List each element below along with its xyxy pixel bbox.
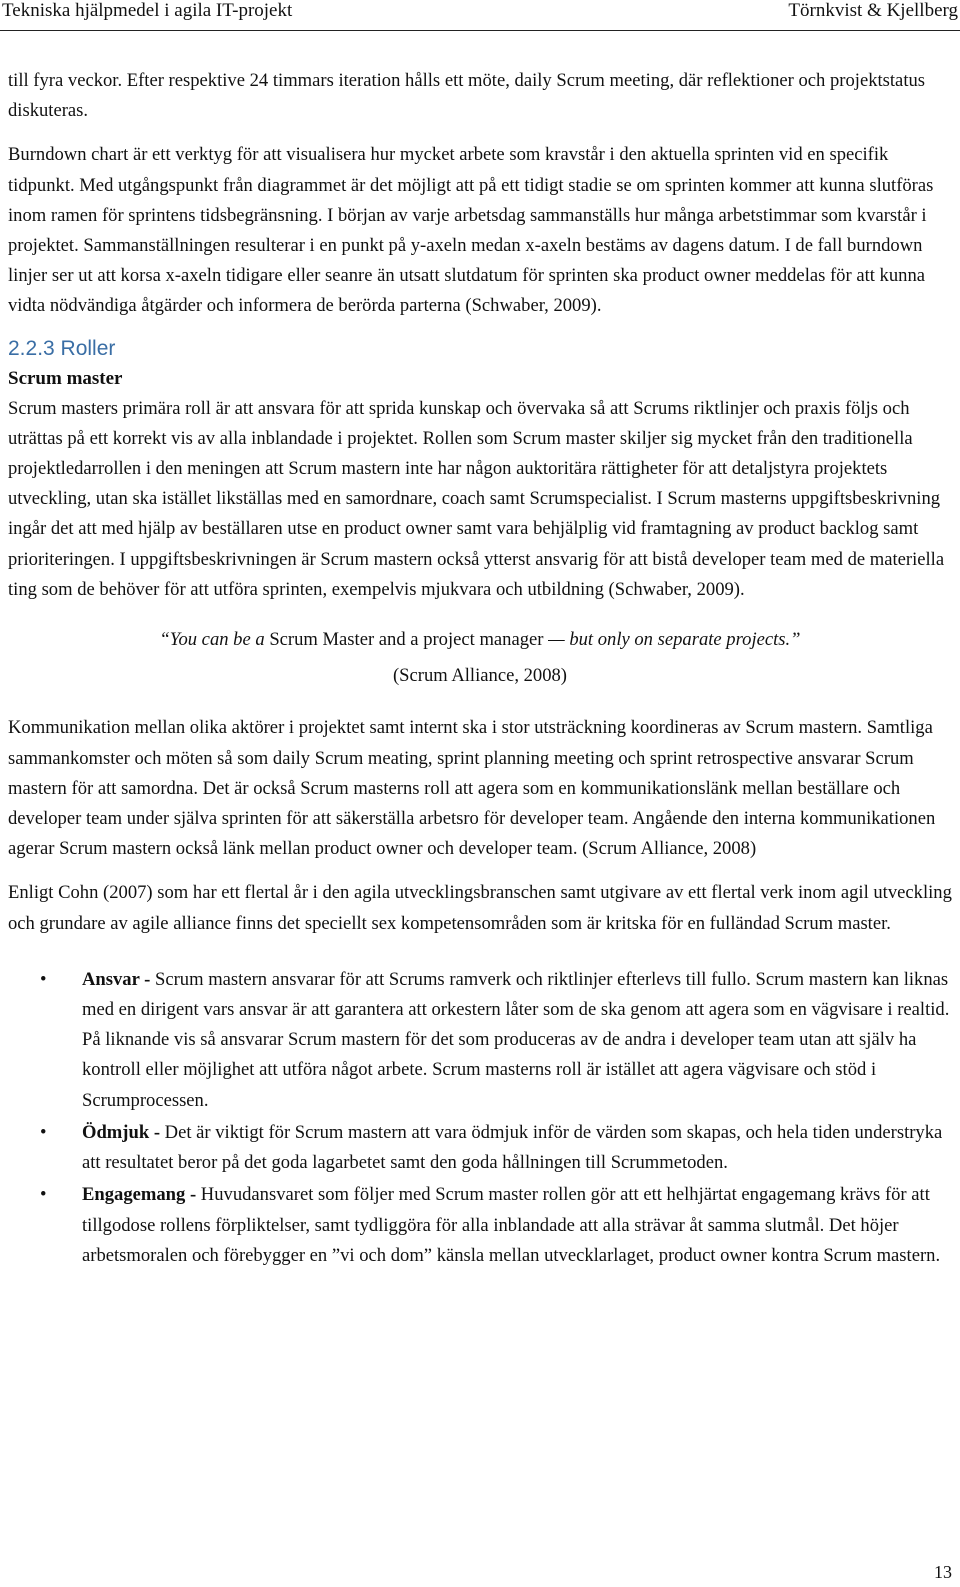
paragraph-burndown: Burndown chart är ett verktyg för att visualisera hur mycket arbete som kravstår i den aktuella sprinten vid en specifik tidpunkt. Med utgångspunkt från diagrammet är det möjligt att på ett tidigt stadie se om sprinten kommer att kunna slutföras inom ramen för sprintens tidsbegränsning. I början av varje arbetsdag sammanställs hur många arbetstimmar som kvarstår i projektet. Sammanställningen resulterar i en punkt på y-axeln medan x-axeln bestäms av dagens datum. I de fall burndown linjer ser ut att korsa x-axeln tidigare eller seanre än utsatt slutdatum för sprinten ska product owner meddelas för att kunna vidta nödvändiga åtgärder och informera de berörda parterna (Schwaber, 2009). [8,144,934,317]
section-heading: 2.2.3 Roller [8,336,116,360]
list-item [8,965,952,1116]
bullet-icon: • [40,1121,47,1143]
paragraph-scrum-master-role: Scrum masters primära roll är att ansvara för att sprida kunskap och övervaka så att Scrums riktlinjer och praxis följs och uträttas på ett korrekt vis av alla inblandade i projektet. Rollen som Scrum master skiljer sig mycket från den traditionella projektledarrollen i den meningen att Scrum mastern inte har någon auktoritära rättigheter för att detaljstyra projektets utveckling, utan ska istället likställas med en samordnare, coach samt Scrumspecialist. I Scrum masterns uppgiftsbeskrivning ingår det att med hjälp av beställaren utse en product owner samt vara behjälplig vid framtagning av product backlog samt prioriteringen. I uppgiftsbeskrivningen är Scrum mastern också ytterst ansvarig för att bistå developer team med de materiella ting som de behöver för att utföra sprinten, exempelvis mjukvara och utbildning (Schwaber, 2009). [8,397,945,600]
list-item-text: Huvudansvaret som följer med Scrum master rollen gör att ett helhjärtat engagemang krävs för att tillgodose rollens förpliktelser, samt tydliggöra för alla inblandade att alla strävar åt samma slutmål. Det höjer arbetsmoralen och förebygger en ”vi och dom” känsla mellan utvecklarlaget, product owner kontra Scrum mastern. [82,1184,941,1266]
page-header [0,0,960,31]
paragraph-cohn: Enligt Cohn (2007) som har ett flertal år i den agila utvecklingsbranschen samt utgivare av ett flertal verk inom agil utveckling och grundare av agile alliance finns det speciellt sex kompetensområden som är kritska för en fulländad Scrum master. [8,882,952,934]
quote-open: “You can be a [159,629,270,651]
list-item-term: Ödmjuk - [82,1121,161,1143]
quote-close: — but only on separate projects.” [543,629,801,651]
list-item [8,1180,952,1271]
bullet-icon: • [40,1184,47,1206]
competence-list [8,965,952,1271]
list-item [8,1118,952,1178]
paragraph-1: till fyra veckor. Efter respektive 24 timmars iteration hålls ett möte, daily Scrum meeting, där reflektioner och projektstatus diskuteras. [8,70,926,122]
list-item-term: Engagemang - [82,1184,197,1206]
page-number: 13 [934,1562,952,1582]
header-title: Tekniska hjälpmedel i agila IT-projekt [2,0,293,21]
subheading-scrum-master: Scrum master [8,367,123,389]
list-item-term: Ansvar - [82,968,151,990]
list-item-text: Scrum mastern ansvarar för att Scrums ramverk och riktlinjer efterlevs till fullo. Scrum mastern kan liknas med en dirigent vars ansvar är att garantera att orkestern låter som de ska genom att agera som en vägvisare i realtid. På liknande vis så ansvarar Scrum mastern för det som produceras av de andra i developer team utan att själv ha kontroll eller möjlighet att utföra något arbete. Scrum masterns roll är istället att agera vägvisare och stöd i Scrumprocessen. [82,968,950,1111]
document-body [8,66,952,1273]
quote-middle: Scrum Master and a project manager [269,629,544,651]
quote [8,625,952,655]
header-authors: Törnkvist & Kjellberg [788,0,958,21]
bullet-icon: • [40,968,47,990]
paragraph-communication: Kommunikation mellan olika aktörer i projektet samt internt ska i stor utsträckning koordineras av Scrum mastern. Samtliga sammankomster och möten så som daily Scrum meating, sprint planning meeting och sprint retrospective ansvarar Scrum mastern för att samordna. Det är också Scrum masterns roll att agera som en kommunikationslänk mellan beställare och developer team under själva sprinten för att säkerställa arbetsro för developer team. Angående den interna kommunikationen agerar Scrum mastern också länk mellan product owner och developer team. (Scrum Alliance, 2008) [8,717,936,860]
quote-citation: (Scrum Alliance, 2008) [392,665,568,687]
list-item-text: Det är viktigt för Scrum mastern att vara ödmjuk inför de värden som skapas, och hela tiden understryka att resultatet beror på det goda lagarbetet samt den goda hållningen till Scrummetoden. [82,1121,943,1174]
